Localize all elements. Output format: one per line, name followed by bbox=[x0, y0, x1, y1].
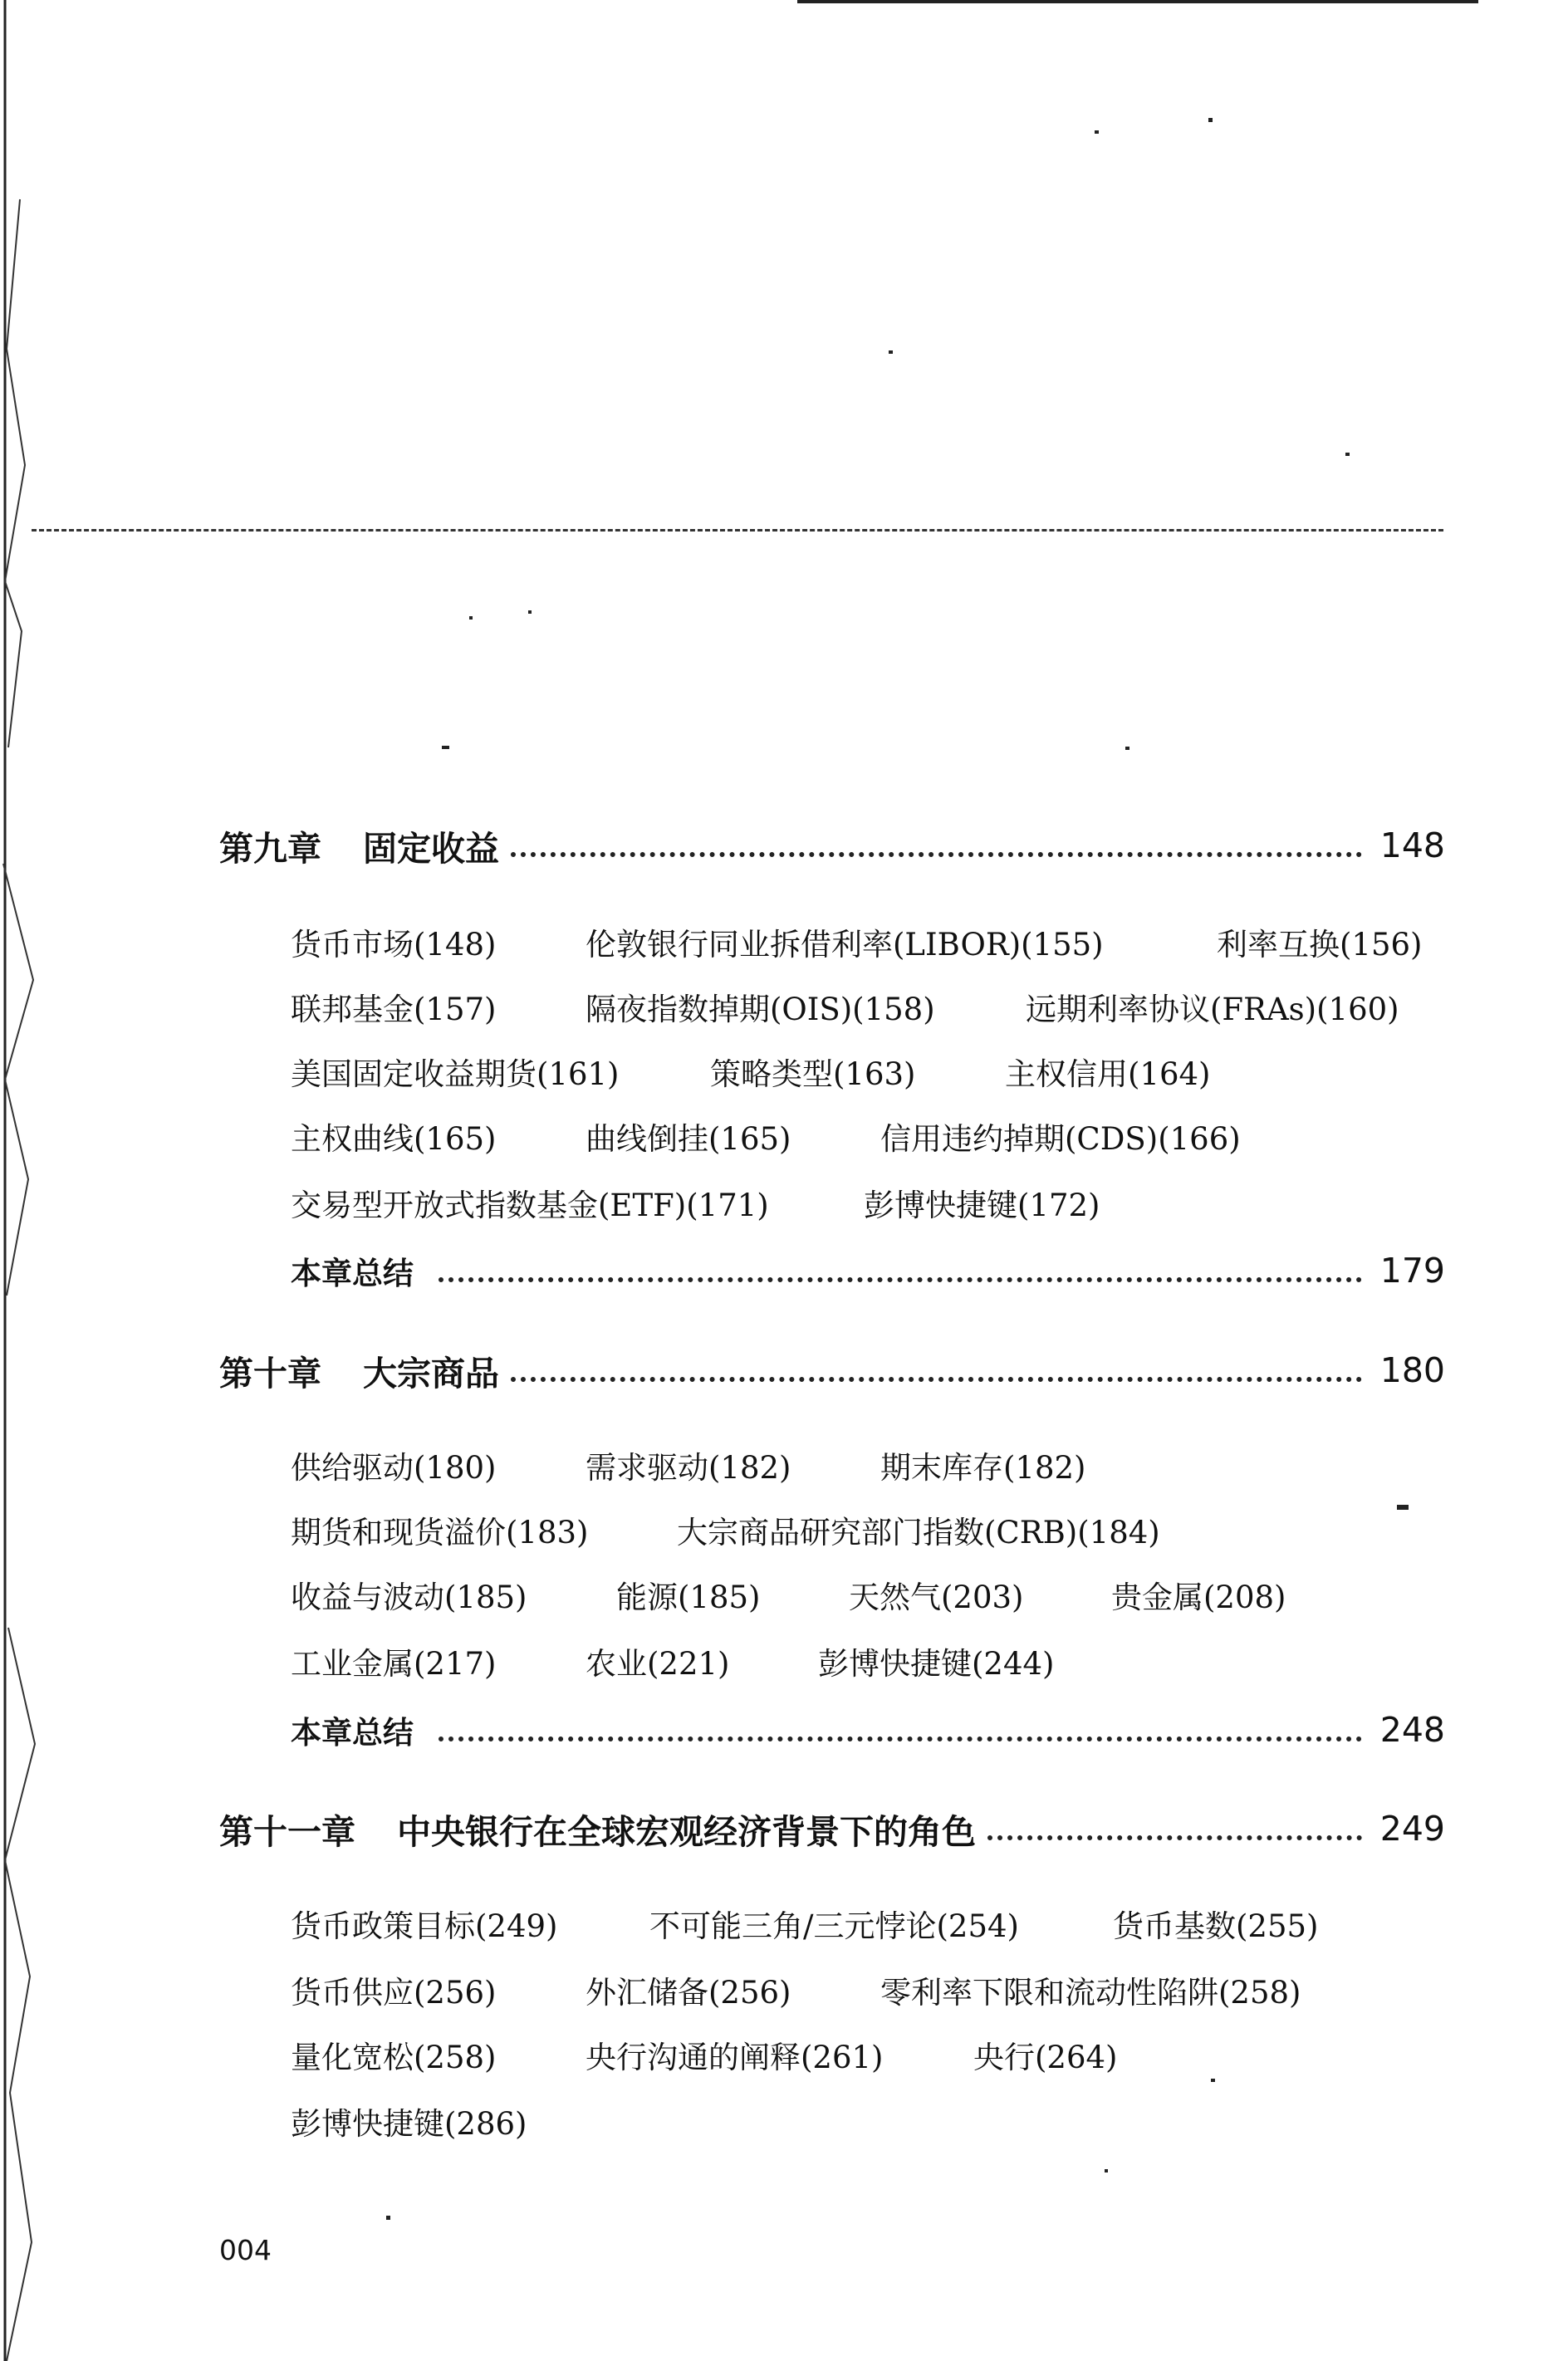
section-entry: 央行(264) bbox=[973, 2040, 1118, 2075]
section-entry: 彭博快捷键(286) bbox=[291, 2106, 527, 2142]
scan-speck bbox=[1211, 2079, 1215, 2082]
scan-speck bbox=[1125, 747, 1129, 750]
chapter-heading bbox=[219, 1804, 1445, 1854]
scan-speck bbox=[1095, 130, 1099, 134]
section-entry: 远期利率协议(FRAs)(160) bbox=[1026, 992, 1399, 1027]
section-entry: 伦敦银行同业拆借利率(LIBOR)(155) bbox=[586, 927, 1104, 963]
chapter-summary bbox=[291, 1707, 1445, 1753]
chapter-title: 固定收益 bbox=[363, 828, 499, 869]
section-entry: 隔夜指数掉期(OIS)(158) bbox=[586, 992, 935, 1027]
section-entry: 工业金属(217) bbox=[291, 1646, 497, 1682]
section-entry: 货币市场(148) bbox=[291, 927, 497, 963]
section-entry: 交易型开放式指数基金(ETF)(171) bbox=[291, 1188, 769, 1223]
section-entry: 期货和现货溢价(183) bbox=[291, 1515, 589, 1550]
dot-leader bbox=[987, 1835, 1362, 1840]
chapter-page-number: 180 bbox=[1379, 1350, 1445, 1390]
scan-speck bbox=[469, 616, 473, 620]
chapter-summary bbox=[291, 1247, 1445, 1294]
section-entry: 天然气(203) bbox=[849, 1580, 1024, 1615]
page-number: 004 bbox=[219, 2234, 272, 2266]
dot-leader bbox=[511, 852, 1362, 857]
chapter-heading bbox=[219, 1345, 1445, 1395]
section-entry: 期末库存(182) bbox=[880, 1450, 1086, 1486]
section-entry: 信用违约掉期(CDS)(166) bbox=[880, 1121, 1241, 1157]
scan-speck bbox=[889, 350, 893, 354]
summary-page-number: 179 bbox=[1379, 1251, 1445, 1291]
section-entry: 收益与波动(185) bbox=[291, 1580, 527, 1615]
section-entry: 策略类型(163) bbox=[710, 1056, 916, 1092]
section-entry: 大宗商品研究部门指数(CRB)(184) bbox=[677, 1515, 1160, 1550]
dot-leader bbox=[439, 1736, 1362, 1741]
scan-speck bbox=[1208, 118, 1213, 122]
section-entry: 贵金属(208) bbox=[1111, 1580, 1286, 1615]
chapter-number: 第十一章 bbox=[219, 1811, 355, 1852]
section-entry: 主权曲线(165) bbox=[291, 1121, 497, 1157]
section-entry: 货币政策目标(249) bbox=[291, 1908, 558, 1944]
section-entry: 需求驱动(182) bbox=[586, 1450, 791, 1486]
section-entry: 曲线倒挂(165) bbox=[586, 1121, 791, 1157]
dashed-separator bbox=[32, 529, 1443, 531]
chapter-page-number: 249 bbox=[1379, 1809, 1445, 1849]
chapter-heading bbox=[219, 820, 1445, 870]
section-entry: 不可能三角/三元悖论(254) bbox=[649, 1908, 1019, 1944]
section-entry: 美国固定收益期货(161) bbox=[291, 1056, 620, 1092]
section-entry: 能源(185) bbox=[616, 1580, 761, 1615]
section-entry: 货币基数(255) bbox=[1113, 1908, 1319, 1944]
scan-edge-artifact bbox=[0, 0, 50, 2361]
section-entry: 彭博快捷键(172) bbox=[864, 1188, 1100, 1223]
summary-label: 本章总结 bbox=[291, 1256, 414, 1291]
chapter-title: 大宗商品 bbox=[363, 1353, 499, 1394]
summary-label: 本章总结 bbox=[291, 1715, 414, 1751]
section-entry: 联邦基金(157) bbox=[291, 992, 497, 1027]
section-entry: 零利率下限和流动性陷阱(258) bbox=[880, 1975, 1301, 2011]
dot-leader bbox=[511, 1377, 1362, 1382]
chapter-page-number: 148 bbox=[1379, 825, 1445, 865]
scan-speck bbox=[1397, 1505, 1409, 1510]
chapter-title: 中央银行在全球宏观经济背景下的角色 bbox=[397, 1811, 976, 1852]
section-entry: 量化宽松(258) bbox=[291, 2040, 497, 2075]
chapter-number: 第十章 bbox=[219, 1353, 321, 1394]
section-entry: 彭博快捷键(244) bbox=[818, 1646, 1055, 1682]
scan-speck bbox=[386, 2216, 390, 2220]
section-entry: 利率互换(156) bbox=[1217, 927, 1423, 963]
section-entry: 货币供应(256) bbox=[291, 1975, 497, 2011]
scan-speck bbox=[1345, 453, 1350, 456]
dot-leader bbox=[439, 1277, 1362, 1282]
scan-top-edge bbox=[797, 0, 1478, 3]
section-entry: 央行沟通的阐释(261) bbox=[586, 2040, 884, 2075]
section-entry: 农业(221) bbox=[586, 1646, 730, 1682]
scan-speck bbox=[442, 746, 449, 749]
section-entry: 供给驱动(180) bbox=[291, 1450, 497, 1486]
chapter-number: 第九章 bbox=[219, 828, 321, 869]
scan-speck bbox=[1105, 2169, 1108, 2172]
section-entry: 主权信用(164) bbox=[1005, 1056, 1211, 1092]
summary-page-number: 248 bbox=[1379, 1710, 1445, 1750]
scan-speck bbox=[528, 610, 532, 614]
section-entry: 外汇储备(256) bbox=[586, 1975, 791, 2011]
